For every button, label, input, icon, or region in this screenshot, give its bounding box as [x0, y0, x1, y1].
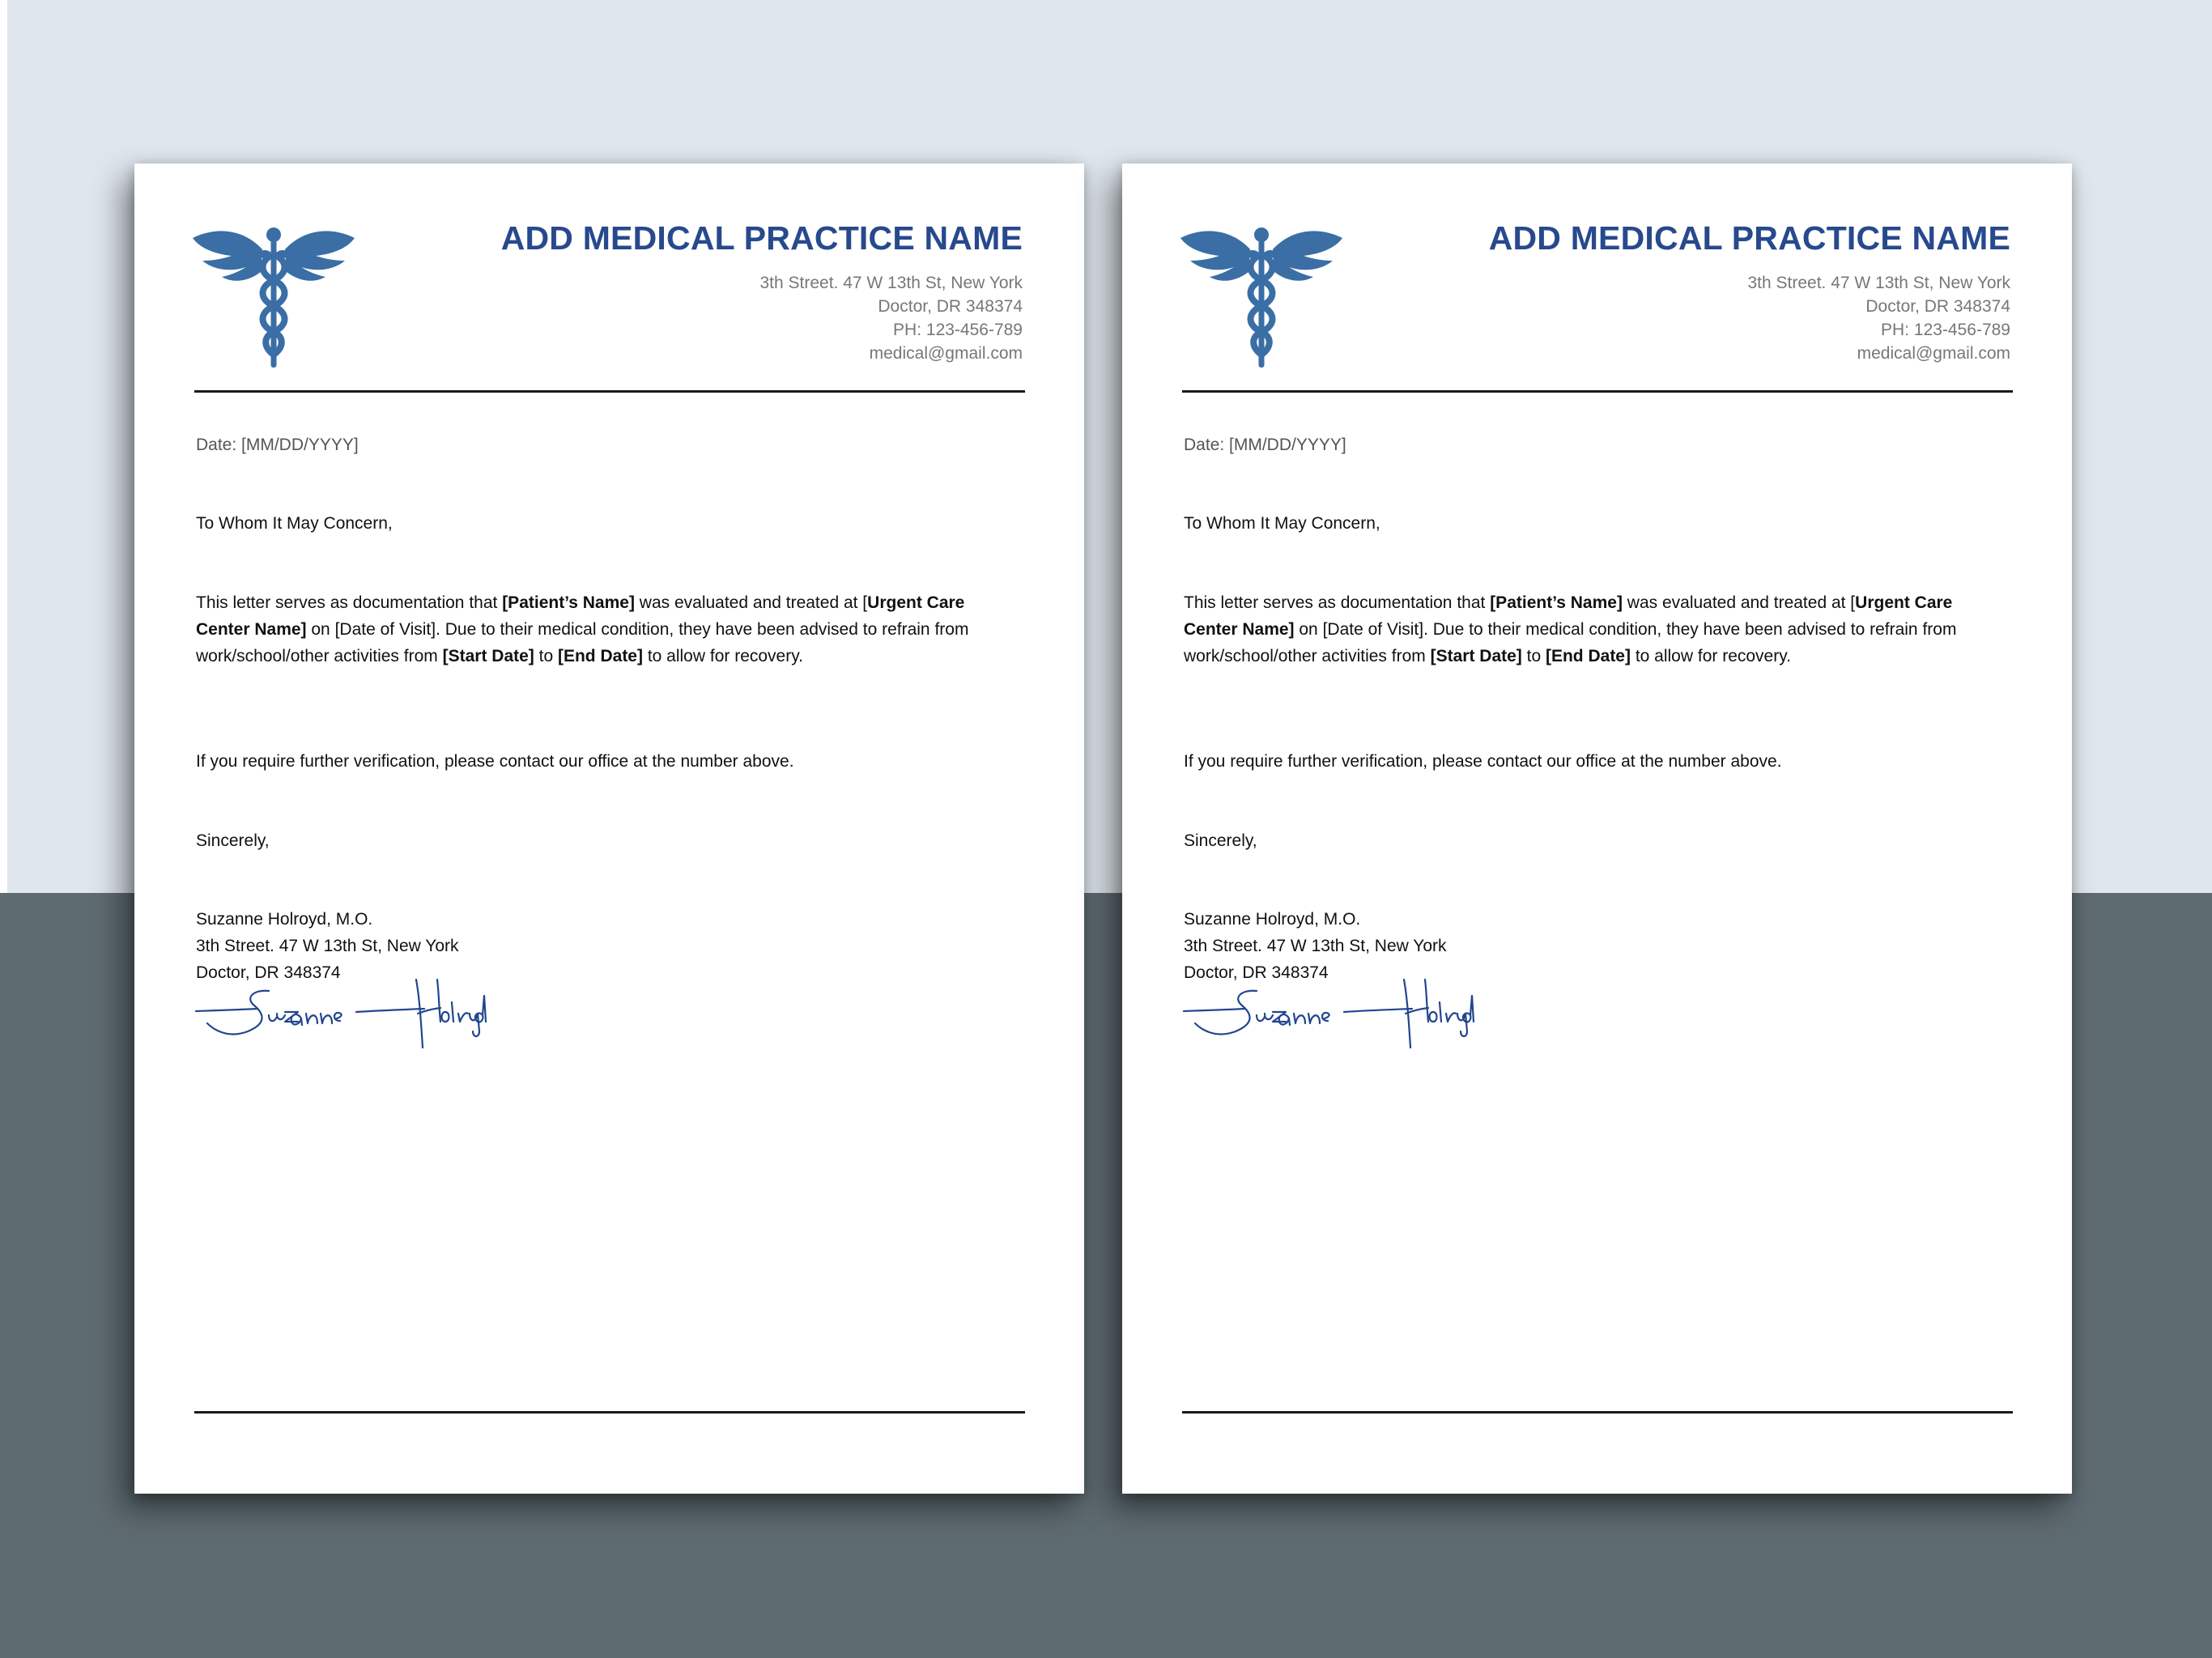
greeting: To Whom It May Concern, — [1184, 514, 1380, 533]
email: medical@gmail.com — [1857, 344, 2010, 363]
closing: Sincerely, — [196, 831, 270, 850]
end-date-placeholder: [End Date] — [1545, 647, 1631, 665]
letterhead — [1488, 219, 2010, 365]
practice-name: ADD MEDICAL PRACTICE NAME — [1488, 219, 2010, 257]
letter-page-right — [1122, 164, 2072, 1494]
footer-divider — [194, 1411, 1025, 1414]
body-text: to allow for recovery. — [1630, 647, 1791, 665]
signer-name: Suzanne Holroyd, M.O. — [196, 910, 373, 929]
body-text: on [Date of Visit]. Due to their medical condition, they have been advised to refrain from work/school/other activities from — [1184, 620, 1957, 665]
start-date-placeholder: [Start Date] — [1430, 647, 1522, 665]
closing: Sincerely, — [1184, 831, 1257, 850]
header-divider — [194, 390, 1025, 393]
end-date-placeholder: [End Date] — [557, 647, 643, 665]
patient-name-placeholder: [Patient’s Name] — [502, 593, 635, 612]
body-text: was evaluated and treated at [ — [1622, 593, 1856, 612]
signer-city: Doctor, DR 348374 — [1184, 963, 1329, 982]
body-text: to allow for recovery. — [642, 647, 803, 665]
verification-paragraph: If you require further verification, please contact our office at the number above. — [196, 752, 794, 771]
body-text: on [Date of Visit]. Due to their medical condition, they have been advised to refrain from work/school/other activities from — [196, 620, 969, 665]
address-city: Doctor, DR 348374 — [1865, 297, 2010, 316]
signer-address: 3th Street. 47 W 13th St, New York — [196, 937, 459, 955]
address-line: 3th Street. 47 W 13th St, New York — [759, 274, 1023, 292]
signer-name: Suzanne Holroyd, M.O. — [1184, 910, 1361, 929]
greeting: To Whom It May Concern, — [196, 514, 393, 533]
body-text: was evaluated and treated at [ — [634, 593, 868, 612]
caduceus-icon — [1180, 222, 1342, 372]
letterhead — [500, 219, 1023, 365]
body-text: This letter serves as documentation that — [1184, 593, 1491, 612]
signer-address: 3th Street. 47 W 13th St, New York — [1184, 937, 1447, 955]
clinic-name-placeholder: Urgent Care Center Name] — [1184, 593, 1953, 639]
caduceus-icon — [193, 222, 355, 372]
verification-paragraph: If you require further verification, please contact our office at the number above. — [1184, 752, 1782, 771]
address-city: Doctor, DR 348374 — [878, 297, 1023, 316]
signature — [1182, 973, 1482, 1054]
body-text: to — [1521, 647, 1546, 665]
phone: PH: 123-456-789 — [893, 321, 1023, 339]
date-line: Date: [MM/DD/YYYY] — [196, 436, 359, 454]
start-date-placeholder: [Start Date] — [442, 647, 534, 665]
phone: PH: 123-456-789 — [1881, 321, 2010, 339]
email: medical@gmail.com — [869, 344, 1023, 363]
patient-name-placeholder: [Patient’s Name] — [1490, 593, 1623, 612]
background-edge-strip — [0, 0, 7, 893]
body-text: to — [534, 647, 558, 665]
letter-page-left — [134, 164, 1084, 1494]
address-line: 3th Street. 47 W 13th St, New York — [1747, 274, 2010, 292]
body-paragraph — [1184, 589, 2010, 670]
clinic-name-placeholder: Urgent Care Center Name] — [196, 593, 965, 639]
signer-city: Doctor, DR 348374 — [196, 963, 341, 982]
header-divider — [1182, 390, 2013, 393]
body-text: This letter serves as documentation that — [196, 593, 503, 612]
date-line: Date: [MM/DD/YYYY] — [1184, 436, 1346, 454]
body-paragraph — [196, 589, 1022, 670]
signature — [194, 973, 494, 1054]
footer-divider — [1182, 1411, 2013, 1414]
practice-name: ADD MEDICAL PRACTICE NAME — [500, 219, 1023, 257]
